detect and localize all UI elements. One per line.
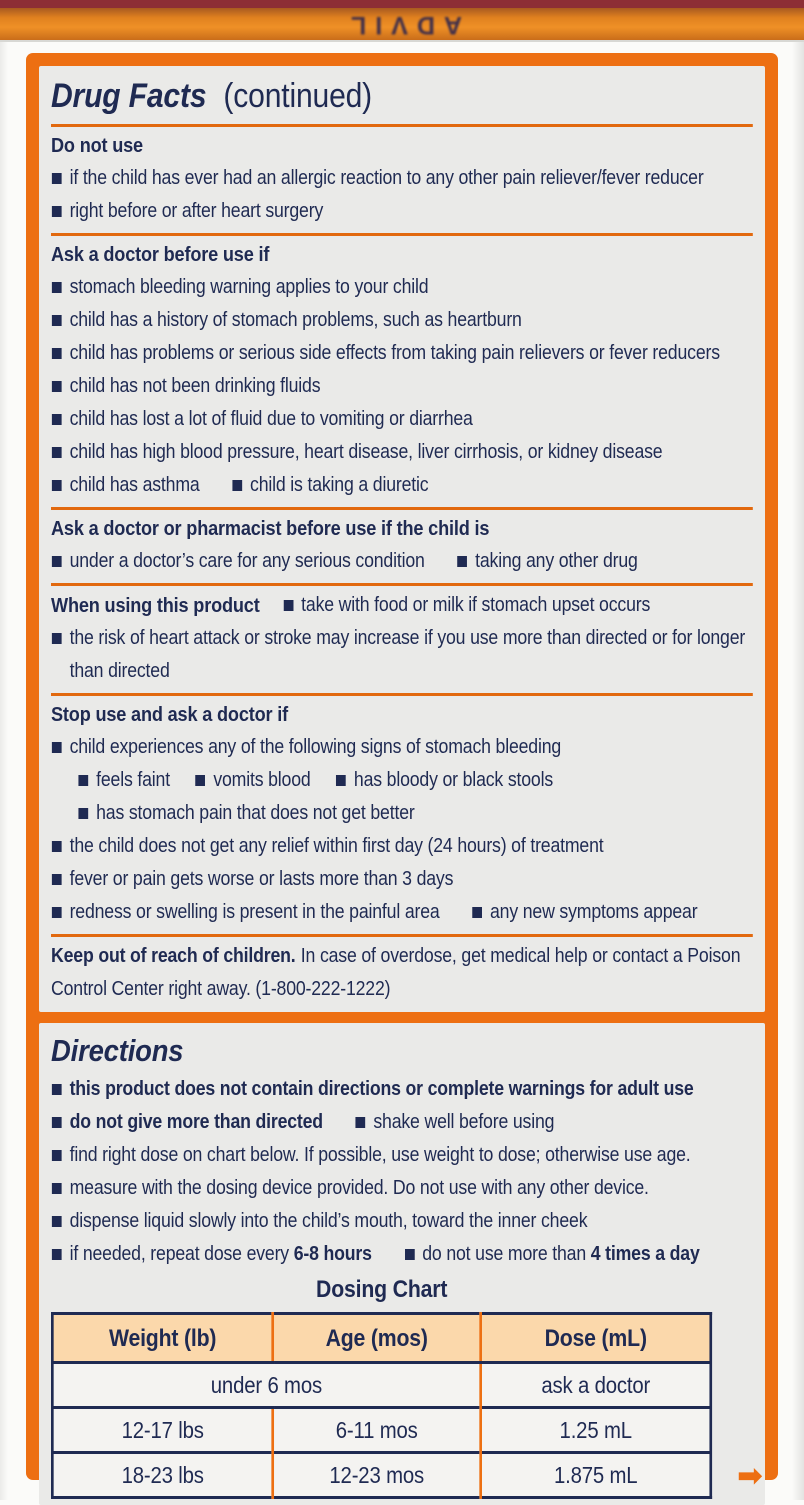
bullet-icon	[52, 315, 62, 326]
drug-facts-title	[51, 70, 753, 119]
cell-weight: 18-23 lbs	[52, 1453, 273, 1498]
bullet-icon	[52, 556, 62, 567]
list-item: child has a history of stomach problems, such as heartburn	[51, 304, 753, 337]
bullet-icon	[52, 282, 62, 293]
bullet-icon	[232, 480, 242, 491]
bullet-icon	[52, 480, 62, 491]
heading-ask-doctor-pharmacist: Ask a doctor or pharmacist before use if the child is	[51, 517, 490, 540]
box-top-edge	[0, 0, 804, 8]
bullet-icon	[336, 775, 346, 786]
drug-facts-panel	[39, 66, 765, 1012]
sub-list-item-trio: feels faint vomits blood has bloody or black stools	[78, 764, 753, 797]
list-item: the child does not get any relief within first day (24 hours) of treatment	[51, 830, 753, 863]
bullet-icon	[52, 1183, 62, 1194]
list-item: child has high blood pressure, heart disease, liver cirrhosis, or kidney disease	[51, 436, 753, 469]
table-header-row	[52, 1314, 711, 1363]
bullet-icon	[52, 742, 62, 753]
bullet-icon	[472, 907, 482, 918]
bullet-icon	[52, 206, 62, 217]
list-item: child experiences any of the following signs of stomach bleeding	[51, 731, 753, 764]
bullet-icon	[52, 173, 62, 184]
section-divider	[51, 507, 753, 510]
dosing-chart-block	[51, 1273, 753, 1499]
bullet-icon	[52, 633, 62, 644]
heading-when-using: When using this product	[51, 594, 260, 617]
bullet-icon	[52, 1084, 62, 1095]
when-using-row: When using this product take with food or milk if stomach upset occurs	[51, 589, 753, 622]
list-item: this product does not contain directions or complete warnings for adult use	[51, 1073, 753, 1106]
list-item-pair: do not give more than directed shake well before using	[51, 1106, 753, 1139]
list-item: find right dose on chart below. If possible, use weight to dose; otherwise use age.	[51, 1139, 753, 1172]
col-header-weight: Weight (lb)	[52, 1314, 273, 1363]
section-divider	[51, 233, 753, 236]
brand-logo-upside-down: ADVIL	[342, 10, 462, 39]
bullet-icon	[52, 1117, 62, 1128]
continued-arrow-icon: ➡	[737, 1458, 763, 1493]
list-item-pair: if needed, repeat dose every 6-8 hours do not use more than 4 times a day	[51, 1238, 753, 1271]
cell-dose: 1.25 mL	[480, 1408, 711, 1453]
sub-list-item: has stomach pain that does not get better	[78, 797, 753, 830]
heading-do-not-use: Do not use	[51, 134, 143, 157]
bullet-icon	[52, 907, 62, 918]
bullet-icon	[52, 447, 62, 458]
bullet-icon	[457, 556, 467, 567]
bullet-icon	[52, 874, 62, 885]
bullet-icon	[52, 1249, 62, 1260]
bullet-icon	[78, 775, 88, 786]
col-header-age: Age (mos)	[273, 1314, 480, 1363]
list-item: fever or pain gets worse or lasts more than 3 days	[51, 863, 753, 896]
keep-out-of-reach-text	[51, 940, 753, 1006]
bullet-icon	[52, 1216, 62, 1227]
list-item-pair: under a doctor’s care for any serious condition taking any other drug	[51, 545, 753, 578]
col-header-dose: Dose (mL)	[480, 1314, 711, 1363]
keep-out-body: In case of overdose, get medical help or contact a Poison Control Center right away. (1-800-222-1222)	[51, 945, 741, 1000]
bullet-icon	[52, 1150, 62, 1161]
cell-under-6-mos: under 6 mos	[52, 1363, 480, 1408]
list-item: if the child has ever had an allergic reaction to any other pain reliever/fever reducer	[51, 162, 753, 195]
table-row	[52, 1408, 711, 1453]
dosing-chart-table	[51, 1312, 712, 1499]
bullet-icon	[356, 1117, 366, 1128]
list-item-pair: redness or swelling is present in the painful area any new symptoms appear	[51, 896, 753, 929]
bullet-icon	[405, 1249, 415, 1260]
list-item: child has lost a lot of fluid due to vomiting or diarrhea	[51, 403, 753, 436]
list-item-pair: child has asthma child is taking a diuretic	[51, 469, 753, 502]
keep-out-bold: Keep out of reach of children.	[51, 945, 296, 967]
list-item: child has problems or serious side effects from taking pain relievers or fever reducers	[51, 337, 753, 370]
bullet-icon	[52, 414, 62, 425]
bullet-icon	[78, 808, 88, 819]
cell-dose: ask a doctor	[480, 1363, 711, 1408]
list-item: measure with the dosing device provided. Do not use with any other device.	[51, 1172, 753, 1205]
table-row	[52, 1363, 711, 1408]
table-row	[52, 1453, 711, 1498]
list-item: dispense liquid slowly into the child’s mouth, toward the inner cheek	[51, 1205, 753, 1238]
cell-age: 12-23 mos	[273, 1453, 480, 1498]
bullet-icon	[52, 841, 62, 852]
box-top-flap	[0, 8, 804, 42]
label-orange-frame	[26, 53, 778, 1493]
bullet-icon	[52, 348, 62, 359]
dosing-chart-title: Dosing Chart	[316, 1276, 448, 1303]
bullet-icon	[52, 381, 62, 392]
list-item: right before or after heart surgery	[51, 195, 753, 228]
section-divider	[51, 124, 753, 127]
bullet-icon	[196, 775, 206, 786]
cell-age: 6-11 mos	[273, 1408, 480, 1453]
section-divider	[51, 693, 753, 696]
drug-facts-title-main: Drug Facts	[51, 77, 207, 115]
list-item: the risk of heart attack or stroke may increase if you use more than directed or for longer than directed	[51, 622, 753, 688]
list-item: stomach bleeding warning applies to your child	[51, 271, 753, 304]
heading-stop-use: Stop use and ask a doctor if	[51, 703, 289, 726]
section-divider	[51, 583, 753, 586]
directions-title: Directions	[51, 1033, 184, 1068]
box-right-edge-shading	[792, 42, 804, 1500]
cell-weight: 12-17 lbs	[52, 1408, 273, 1453]
section-divider	[51, 934, 753, 937]
directions-panel	[39, 1023, 765, 1505]
drug-facts-title-suffix: (continued)	[223, 77, 373, 115]
list-item: child has not been drinking fluids	[51, 370, 753, 403]
heading-ask-doctor: Ask a doctor before use if	[51, 243, 270, 266]
bullet-icon	[283, 600, 293, 611]
cell-dose: 1.875 mL	[480, 1453, 711, 1498]
box-left-edge-shading	[0, 42, 8, 1500]
